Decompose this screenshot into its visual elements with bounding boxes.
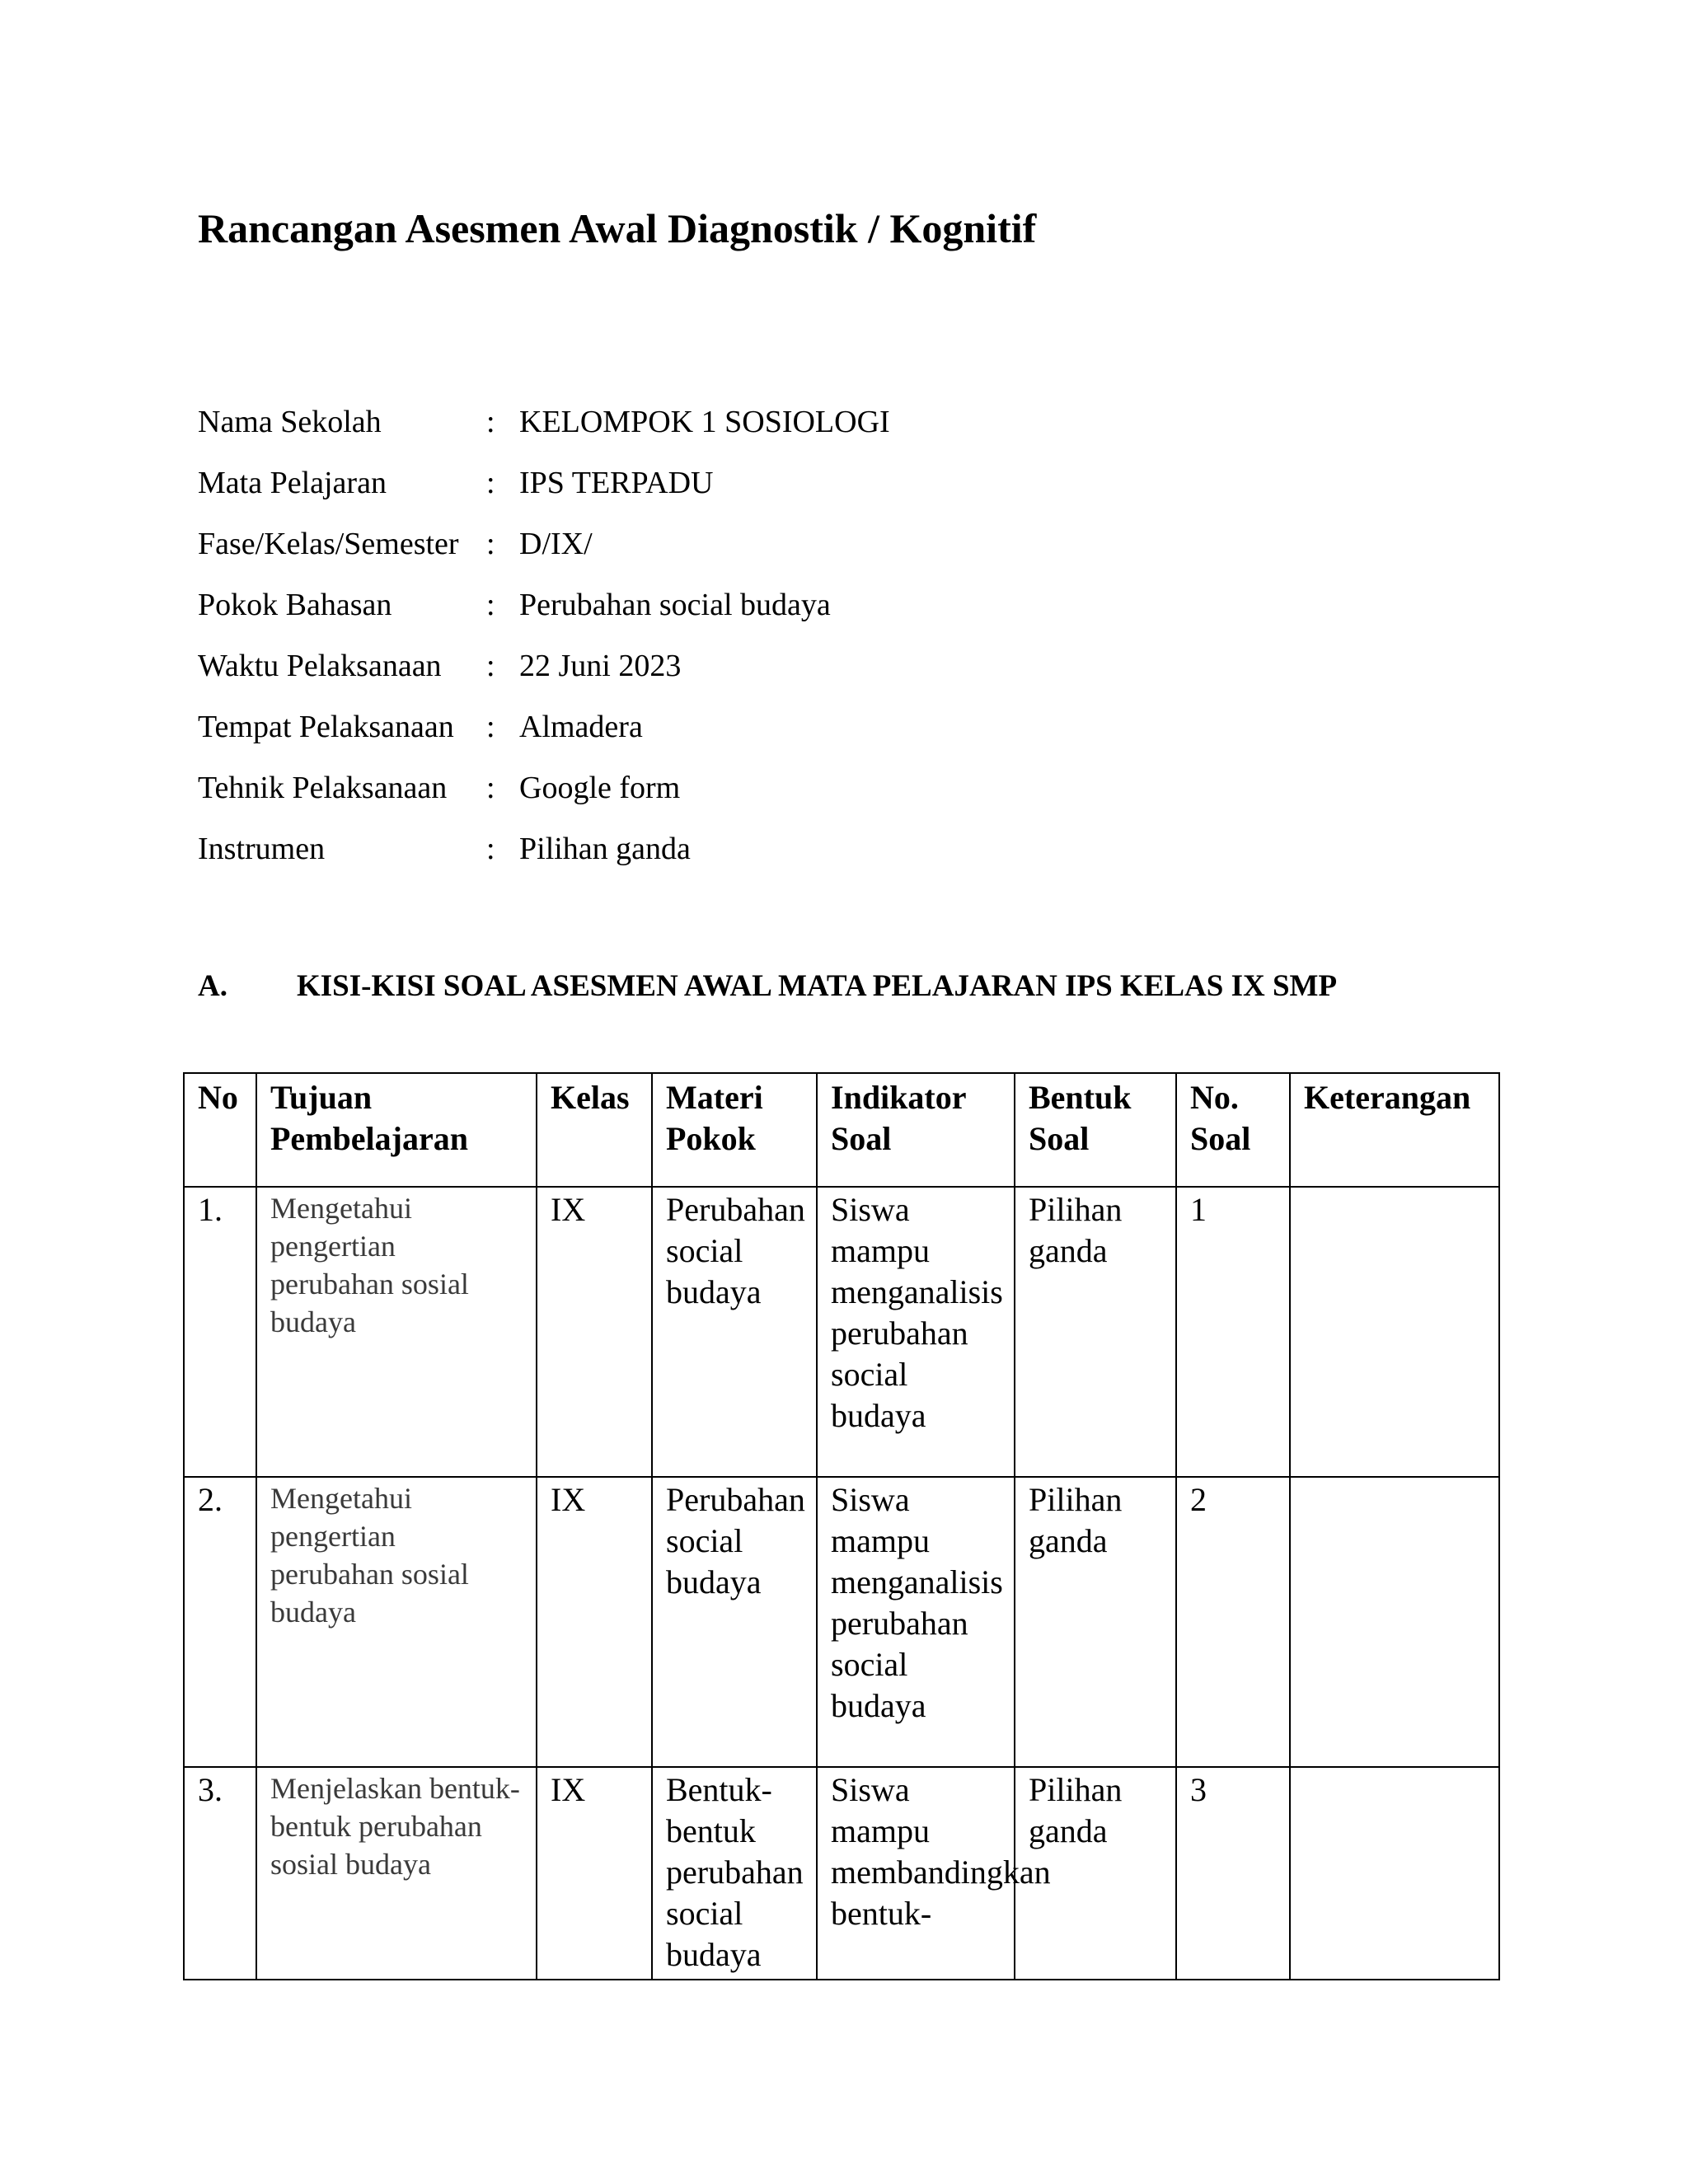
info-row-instrumen	[198, 831, 890, 892]
section-heading	[198, 968, 1337, 1004]
cell-tujuan: Mengetahui pengertian perubahan sosial budaya	[256, 1477, 537, 1767]
table-row	[184, 1767, 1499, 1980]
section-letter: A.	[198, 969, 227, 1003]
header-materi: Materi Pokok	[652, 1073, 817, 1187]
info-row-waktu-pelaksanaan	[198, 648, 890, 709]
cell-materi: Perubahan social budaya	[652, 1187, 817, 1477]
cell-indikator: Siswa mampu membandingkan bentuk-	[817, 1767, 1015, 1980]
table-row	[184, 1187, 1499, 1477]
cell-bentuk: Pilihan ganda	[1015, 1767, 1176, 1980]
info-label: Fase/Kelas/Semester	[198, 527, 459, 561]
info-value: Perubahan social budaya	[519, 588, 831, 622]
cell-no-soal: 1	[1176, 1187, 1290, 1477]
table-row	[184, 1477, 1499, 1767]
cell-no: 3.	[184, 1767, 256, 1980]
info-value: Pilihan ganda	[519, 832, 691, 866]
kisi-kisi-table	[183, 1072, 1500, 1980]
cell-no: 1.	[184, 1187, 256, 1477]
info-value: IPS TERPADU	[519, 466, 714, 500]
cell-indikator: Siswa mampu menganalisis perubahan social budaya	[817, 1477, 1015, 1767]
cell-keterangan	[1290, 1187, 1499, 1477]
info-label: Mata Pelajaran	[198, 466, 387, 500]
cell-bentuk: Pilihan ganda	[1015, 1187, 1176, 1477]
info-row-pokok-bahasan	[198, 587, 890, 648]
cell-no-soal: 2	[1176, 1477, 1290, 1767]
info-separator: :	[486, 588, 495, 622]
info-label: Nama Sekolah	[198, 405, 382, 439]
section-title: KISI-KISI SOAL ASESMEN AWAL MATA PELAJARAN IPS KELAS IX SMP	[297, 969, 1338, 1003]
cell-tujuan: Menjelaskan bentuk-bentuk perubahan sosial budaya	[256, 1767, 537, 1980]
header-no: No	[184, 1073, 256, 1187]
info-label: Tempat Pelaksanaan	[198, 710, 454, 744]
cell-kelas: IX	[537, 1477, 652, 1767]
info-label: Instrumen	[198, 832, 326, 866]
info-value: 22 Juni 2023	[519, 649, 682, 683]
info-label: Waktu Pelaksanaan	[198, 649, 442, 683]
info-value: KELOMPOK 1 SOSIOLOGI	[519, 405, 890, 439]
info-label: Pokok Bahasan	[198, 588, 392, 622]
info-row-nama-sekolah	[198, 404, 890, 465]
info-value: Almadera	[519, 710, 643, 744]
info-separator: :	[486, 466, 495, 500]
info-row-fase-kelas-semester	[198, 526, 890, 587]
info-separator: :	[486, 405, 495, 439]
cell-indikator: Siswa mampu menganalisis perubahan social budaya	[817, 1187, 1015, 1477]
table-header-row	[184, 1073, 1499, 1187]
info-separator: :	[486, 771, 495, 805]
info-block	[198, 404, 890, 892]
header-tujuan: Tujuan Pembelajaran	[256, 1073, 537, 1187]
info-value: D/IX/	[519, 527, 593, 561]
info-row-tehnik-pelaksanaan	[198, 770, 890, 831]
cell-materi: Perubahan social budaya	[652, 1477, 817, 1767]
info-row-mata-pelajaran	[198, 465, 890, 526]
cell-bentuk: Pilihan ganda	[1015, 1477, 1176, 1767]
cell-keterangan	[1290, 1477, 1499, 1767]
info-separator: :	[486, 710, 495, 744]
header-indikator: Indikator Soal	[817, 1073, 1015, 1187]
document-title: Rancangan Asesmen Awal Diagnostik / Kognitif	[198, 205, 1037, 251]
cell-no-soal: 3	[1176, 1767, 1290, 1980]
info-value: Google form	[519, 771, 681, 805]
cell-kelas: IX	[537, 1767, 652, 1980]
cell-materi: Bentuk-bentuk perubahan social budaya	[652, 1767, 817, 1980]
cell-tujuan: Mengetahui pengertian perubahan sosial budaya	[256, 1187, 537, 1477]
info-separator: :	[486, 832, 495, 866]
info-separator: :	[486, 649, 495, 683]
info-separator: :	[486, 527, 495, 561]
header-bentuk: Bentuk Soal	[1015, 1073, 1176, 1187]
cell-kelas: IX	[537, 1187, 652, 1477]
cell-keterangan	[1290, 1767, 1499, 1980]
info-label: Tehnik Pelaksanaan	[198, 771, 448, 805]
cell-no: 2.	[184, 1477, 256, 1767]
header-no-soal: No. Soal	[1176, 1073, 1290, 1187]
header-keterangan: Keterangan	[1290, 1073, 1499, 1187]
info-row-tempat-pelaksanaan	[198, 709, 890, 770]
header-kelas: Kelas	[537, 1073, 652, 1187]
